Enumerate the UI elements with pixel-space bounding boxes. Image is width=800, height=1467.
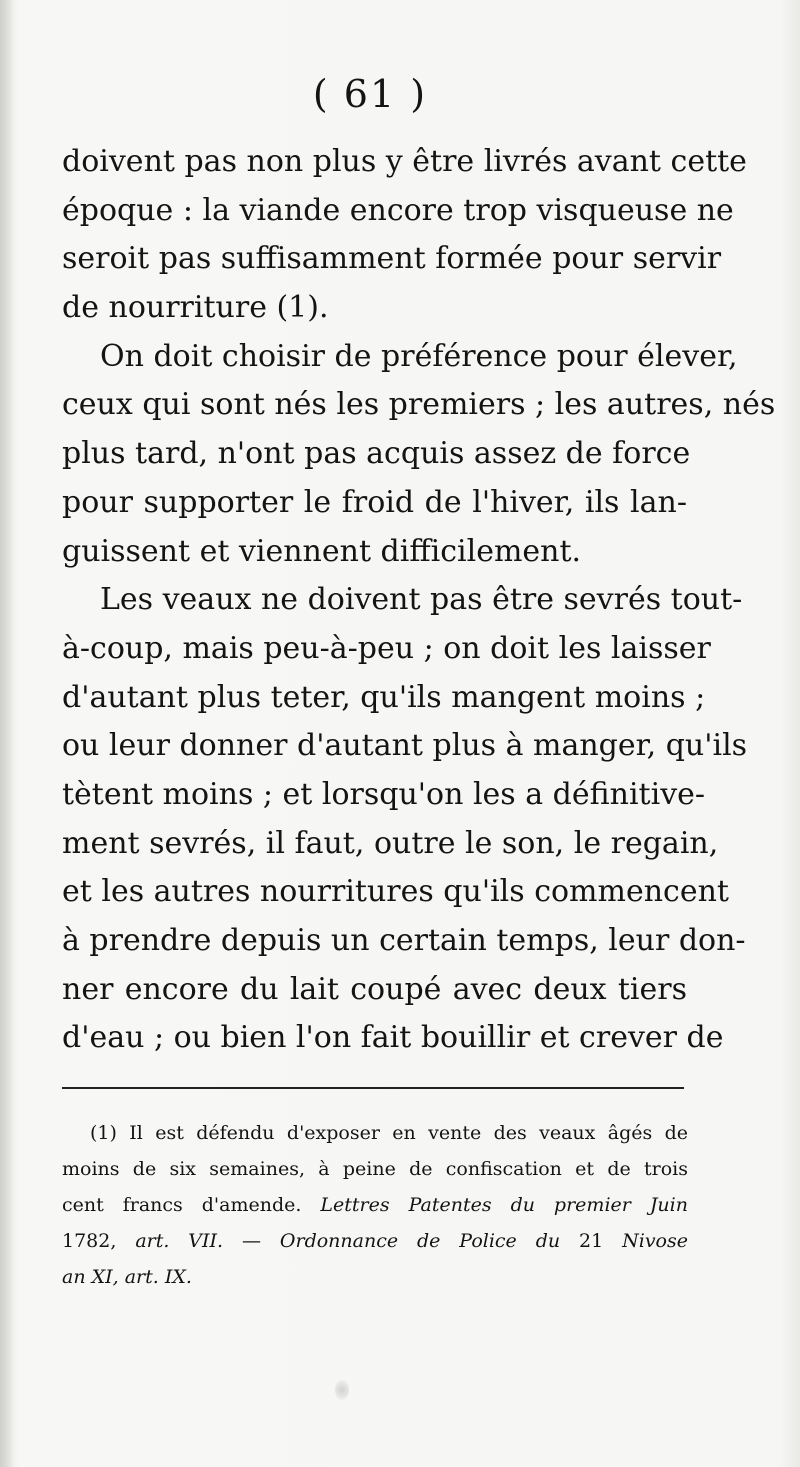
- text-line: à prendre depuis un certain temps, leur don-: [62, 923, 746, 958]
- footnote-divider: [62, 1087, 684, 1089]
- footnote-text: 21: [560, 1230, 623, 1252]
- footnote-text: —: [223, 1230, 280, 1252]
- text-line: époque : la viande encore trop visqueuse ne: [62, 192, 734, 228]
- text-line: et les autres nourritures qu'ils commencent: [62, 874, 729, 910]
- text-line: à-coup, mais peu-à-peu ; on doit les laisser: [62, 630, 711, 666]
- text-line: d'eau ; ou bien l'on fait bouillir et crever de: [62, 1020, 724, 1056]
- text-line: plus tard, n'ont pas acquis assez de force: [62, 436, 691, 472]
- footnote-citation: Ordonnance de Police du: [279, 1230, 561, 1252]
- footnote-line: (1) Il est défendu d'exposer en vente des veaux âgés de: [90, 1122, 688, 1144]
- footnote-text: cent francs d'amende.: [62, 1194, 321, 1216]
- page-number: ( 61 ): [312, 72, 428, 116]
- text-line: ment sevrés, il faut, outre le son, le regain,: [62, 825, 719, 861]
- text-line: ceux qui sont nés les premiers ; les autres, nés: [62, 387, 776, 423]
- footnote-line: moins de six semaines, à peine de confiscation et de trois: [62, 1158, 688, 1180]
- footnote-line: [62, 1187, 688, 1223]
- text-line: tètent moins ; et lorsqu'on les a définitive-: [62, 776, 706, 812]
- footnote-citation: Nivose: [622, 1230, 688, 1252]
- footnote-line: [62, 1223, 688, 1259]
- text-line: de nourriture (1).: [62, 290, 329, 326]
- text-line: doivent pas non plus y être livrés avant cette: [62, 144, 747, 179]
- text-line: d'autant plus teter, qu'ils mangent moins ;: [62, 679, 706, 715]
- footnote-line: an XI, art. IX.: [62, 1266, 192, 1288]
- scan-shadow: [0, 0, 14, 1467]
- text-line: On doit choisir de préférence pour élever,: [100, 338, 738, 374]
- text-line: Les veaux ne doivent pas être sevrés tout-: [100, 582, 743, 618]
- paper-stain: [335, 1380, 349, 1400]
- text-line: pour supporter le froid de l'hiver, ils lan-: [62, 484, 687, 520]
- text-line: guissent et viennent difficilement.: [62, 533, 582, 569]
- footnote: [62, 1115, 688, 1295]
- footnote-citation: art. VII.: [135, 1230, 224, 1252]
- body-text: [62, 138, 776, 1063]
- text-line: seroit pas suffisamment formée pour servir: [62, 241, 722, 277]
- footnote-citation: Lettres Patentes du premier Juin: [320, 1194, 688, 1216]
- text-line: ner encore du lait coupé avec deux tiers: [62, 971, 687, 1007]
- text-line: ou leur donner d'autant plus à manger, qu'ils: [62, 728, 748, 764]
- footnote-text: 1782,: [62, 1230, 136, 1252]
